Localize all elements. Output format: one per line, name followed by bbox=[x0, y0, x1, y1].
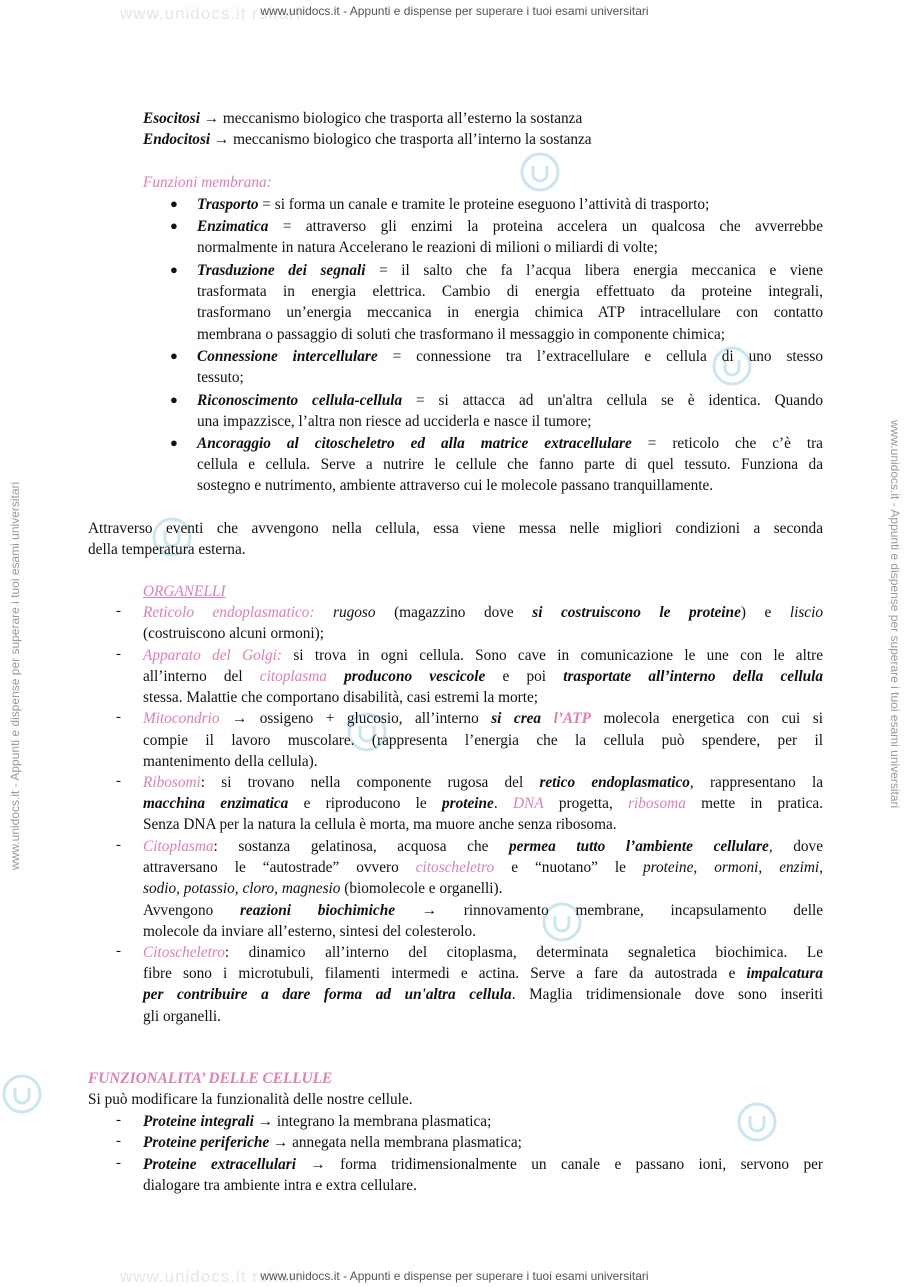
esocitosi-line bbox=[143, 108, 582, 129]
citoscheletro-line bbox=[143, 963, 823, 984]
unidocs-logo-icon bbox=[518, 150, 562, 194]
paragraph-line: Attraverso eventi che avvengono nella cellula, essa viene messa nelle migliori condizioni a seconda bbox=[88, 520, 823, 537]
dash-marker: - bbox=[116, 646, 121, 662]
text: (biomolecole e organelli). bbox=[340, 880, 503, 897]
citoscheletro-line bbox=[143, 942, 823, 963]
organello-term: Reticolo endoplasmatico: bbox=[143, 604, 315, 621]
text: macchina enzimatica bbox=[143, 795, 289, 812]
text: per contribuire a dare forma ad un'altra cellula bbox=[143, 986, 512, 1003]
text: trasportate all’interno della cellula bbox=[563, 668, 823, 685]
text bbox=[327, 668, 344, 685]
funzione-term: Enzimatica bbox=[197, 218, 269, 235]
unidocs-logo-icon bbox=[735, 1100, 779, 1144]
text: l’ATP bbox=[553, 710, 591, 727]
text bbox=[314, 604, 333, 621]
text: molecola energetica con cui si bbox=[590, 710, 823, 727]
text: e riproducono le bbox=[288, 795, 442, 812]
text: liscio bbox=[789, 604, 823, 621]
citoplasma-line bbox=[143, 900, 823, 921]
organello-term: Ribosomi bbox=[143, 774, 201, 791]
text: Avvengono bbox=[143, 902, 240, 919]
ribosomi-line bbox=[143, 793, 823, 814]
text: producono vescicole bbox=[344, 668, 486, 685]
mitocondrio-line bbox=[143, 708, 823, 729]
funzionalita-text: dialogare tra ambiente intra e extra cellulare. bbox=[143, 1177, 417, 1194]
citoscheletro-line: gli organelli. bbox=[143, 1008, 221, 1025]
bullet-icon: ● bbox=[170, 392, 178, 407]
side-watermark-right: www.unidocs.it - Appunti e dispense per superare i tuoi esami universitari bbox=[888, 420, 902, 809]
funzione-text: cellula e cellula. Serve a nutrire le cellule che fanno parte di quel tessuto. Funziona da bbox=[197, 456, 823, 473]
funzione-text: una impazzisce, l’altra non riesce ad ucciderla e nasce il tumore; bbox=[197, 413, 592, 430]
endocitosi-term: Endocitosi bbox=[143, 131, 211, 148]
funzionalita-text: → integrano la membrana plasmatica; bbox=[253, 1113, 492, 1130]
bullet-icon: ● bbox=[170, 348, 178, 363]
golgi-line: stessa. Malattie che comportano disabilità, casi estremi la morte; bbox=[143, 689, 539, 706]
funzione-term: Riconoscimento cellula-cellula bbox=[197, 392, 403, 409]
header-watermark: www.unidocs.it - Appunti e dispense per superare i tuoi esami universitari bbox=[260, 4, 649, 18]
text: e “nuotano” le bbox=[494, 859, 643, 876]
citoplasma-line bbox=[143, 878, 502, 899]
citoplasma-line bbox=[143, 836, 823, 857]
text: e poi bbox=[485, 668, 564, 685]
funzione-item bbox=[197, 216, 823, 237]
dash-marker: - bbox=[116, 603, 121, 619]
organello-term: Apparato del Golgi: bbox=[143, 647, 283, 664]
footer-watermark: www.unidocs.it - Appunti e dispense per superare i tuoi esami universitari bbox=[260, 1269, 649, 1283]
text: proteine bbox=[442, 795, 494, 812]
funzionalita-intro: Si può modificare la funzionalità delle nostre cellule. bbox=[88, 1091, 413, 1108]
funzione-text: sostegno e nutrimento, ambiente attraverso cui le molecole passano tranquillamente. bbox=[197, 477, 714, 494]
funzione-text: membrana o passaggio di soluti che trasformano il messaggio in componente chimica; bbox=[197, 326, 726, 343]
unidocs-logo-icon bbox=[0, 1072, 44, 1116]
bullet-icon: ● bbox=[170, 196, 178, 211]
text: . Maglia tridimensionale dove sono inseriti bbox=[511, 986, 823, 1003]
funzionalita-term: Proteine periferiche bbox=[143, 1134, 270, 1151]
dash-marker: - bbox=[116, 1155, 121, 1171]
organello-term: Citoplasma bbox=[143, 838, 214, 855]
funzione-text: = connessione tra l’extracellulare e cellula di uno stesso bbox=[377, 348, 823, 365]
funzione-text: tessuto; bbox=[197, 369, 244, 386]
watermark-ghost-bottom: www.unidocs.it rsitari bbox=[120, 1267, 301, 1286]
funzione-text: = il salto che fa l’acqua libera energia meccanica e viene bbox=[365, 262, 823, 279]
funzionalita-item bbox=[143, 1132, 522, 1153]
text: → ossigeno + glucosio, all’interno bbox=[219, 710, 492, 727]
funzione-text: = si forma un canale e tramite le proteine eseguono l’attività di trasporto; bbox=[258, 196, 710, 213]
citoplasma-line: molecole da inviare all’esterno, sintesi del colesterolo. bbox=[143, 923, 477, 940]
funzione-item bbox=[197, 433, 823, 454]
endocitosi-line bbox=[143, 129, 592, 150]
funzione-text: = si attacca ad un'altra cellula se è identica. Quando bbox=[402, 392, 823, 409]
reticolo-line bbox=[143, 602, 823, 623]
funzione-text: trasformano un’energia meccanica in energia chimica ATP intracellulare con contatto bbox=[197, 304, 823, 321]
text: ) e bbox=[740, 604, 790, 621]
bullet-icon: ● bbox=[170, 218, 178, 233]
dash-marker: - bbox=[116, 1112, 121, 1128]
text: all’interno del bbox=[143, 668, 260, 685]
text: (magazzino dove bbox=[375, 604, 533, 621]
mitocondrio-line: compie il lavoro muscolare. (rappresenta l’energia che la cellula può spendere, per il bbox=[143, 732, 823, 749]
text: attraversano le “autostrade” ovvero bbox=[143, 859, 416, 876]
golgi-line bbox=[143, 645, 823, 666]
side-watermark-left: www.unidocs.it - Appunti e dispense per superare i tuoi esami universitari bbox=[8, 481, 22, 870]
funzioni-heading: Funzioni membrana: bbox=[143, 174, 272, 191]
text: proteine, ormoni, enzimi, bbox=[642, 859, 823, 876]
endocitosi-text: → meccanismo biologico che trasporta all’interno la sostanza bbox=[210, 131, 592, 148]
dash-marker: - bbox=[116, 773, 121, 789]
esocitosi-term: Esocitosi bbox=[143, 110, 200, 127]
funzionalita-heading: FUNZIONALITA’ DELLE CELLULE bbox=[88, 1070, 333, 1087]
paragraph-line: della temperatura esterna. bbox=[88, 541, 246, 558]
dash-marker: - bbox=[116, 1133, 121, 1149]
text: permea tutto l’ambiente cellulare bbox=[509, 838, 769, 855]
funzionalita-item bbox=[143, 1154, 823, 1175]
text: sodio, potassio, cloro, magnesio bbox=[143, 880, 341, 897]
golgi-line bbox=[143, 666, 823, 687]
text: citoscheletro bbox=[415, 859, 495, 876]
text: reazioni biochimiche bbox=[239, 902, 396, 919]
bullet-icon: ● bbox=[170, 435, 178, 450]
funzione-term: Connessione intercellulare bbox=[197, 348, 378, 365]
funzione-text: trasformata in energia elettrica. Cambio di energia effettuato da proteine integrali, bbox=[197, 283, 823, 300]
funzione-text: normalmente in natura Accelerano le reazioni di milioni o miliardi di volte; bbox=[197, 239, 658, 256]
dash-marker: - bbox=[116, 837, 121, 853]
text: → rinnovamento membrane, incapsulamento delle bbox=[395, 902, 823, 919]
funzionalita-term: Proteine extracellulari bbox=[143, 1156, 296, 1173]
dash-marker: - bbox=[116, 943, 121, 959]
text: rugoso bbox=[333, 604, 376, 621]
funzionalita-term: Proteine integrali bbox=[143, 1113, 254, 1130]
text: , dove bbox=[768, 838, 823, 855]
funzione-term: Trasduzione dei segnali bbox=[197, 262, 366, 279]
text: mette in pratica. bbox=[685, 795, 823, 812]
reticolo-line: (costruiscono alcuni ormoni); bbox=[143, 625, 324, 642]
text: DNA bbox=[512, 795, 544, 812]
funzione-text: = attraverso gli enzimi la proteina accelera un qualcosa che avverrebbe bbox=[268, 218, 823, 235]
citoplasma-line bbox=[143, 857, 823, 878]
funzione-item bbox=[197, 346, 823, 367]
mitocondrio-line: mantenimento della cellula). bbox=[143, 753, 318, 770]
funzione-term: Ancoraggio al citoscheletro ed alla matrice extracellulare bbox=[197, 435, 632, 452]
text bbox=[541, 710, 553, 727]
dash-marker: - bbox=[116, 709, 121, 725]
funzionalita-item bbox=[143, 1111, 491, 1132]
bullet-icon: ● bbox=[170, 262, 178, 277]
funzione-item bbox=[197, 390, 823, 411]
text: ribosoma bbox=[628, 795, 686, 812]
text: si crea bbox=[491, 710, 542, 727]
funzione-item bbox=[197, 194, 709, 215]
funzionalita-text: → annegata nella membrana plasmatica; bbox=[269, 1134, 522, 1151]
funzione-item bbox=[197, 260, 823, 281]
text: citoplasma bbox=[259, 668, 327, 685]
citoscheletro-line bbox=[143, 984, 823, 1005]
text: fibre sono i microtubuli, filamenti intermedi e actina. Serve a fare da autostrada e bbox=[143, 965, 747, 982]
text: , rappresentano la bbox=[689, 774, 824, 791]
text: si trova in ogni cellula. Sono cave in comunicazione le une con le altre bbox=[282, 647, 823, 664]
text: : sostanza gelatinosa, acquosa che bbox=[213, 838, 509, 855]
organello-term: Mitocondrio bbox=[143, 710, 220, 727]
funzione-term: Trasporto bbox=[197, 196, 259, 213]
esocitosi-text: → meccanismo biologico che trasporta all’esterno la sostanza bbox=[199, 110, 583, 127]
ribosomi-line: Senza DNA per la natura la cellula è morta, ma muore anche senza ribosoma. bbox=[143, 816, 617, 833]
text: . bbox=[493, 795, 513, 812]
text: si costruiscono le proteine bbox=[532, 604, 741, 621]
text: impalcatura bbox=[746, 965, 823, 982]
text: progetta, bbox=[543, 795, 629, 812]
organelli-heading: ORGANELLI bbox=[143, 583, 226, 600]
funzione-text: = reticolo che c’è tra bbox=[631, 435, 823, 452]
watermark-ghost-top: www.unidocs.it rsitari bbox=[120, 4, 301, 23]
text: : si trovano nella componente rugosa del bbox=[200, 774, 540, 791]
funzionalita-text: → forma tridimensionalmente un canale e passano ioni, servono per bbox=[295, 1156, 823, 1173]
organello-term: Citoscheletro bbox=[143, 944, 225, 961]
ribosomi-line bbox=[143, 772, 823, 793]
text: : dinamico all’interno del citoplasma, determinata segnaletica biochimica. Le bbox=[224, 944, 823, 961]
text: retico endoplasmatico bbox=[539, 774, 690, 791]
